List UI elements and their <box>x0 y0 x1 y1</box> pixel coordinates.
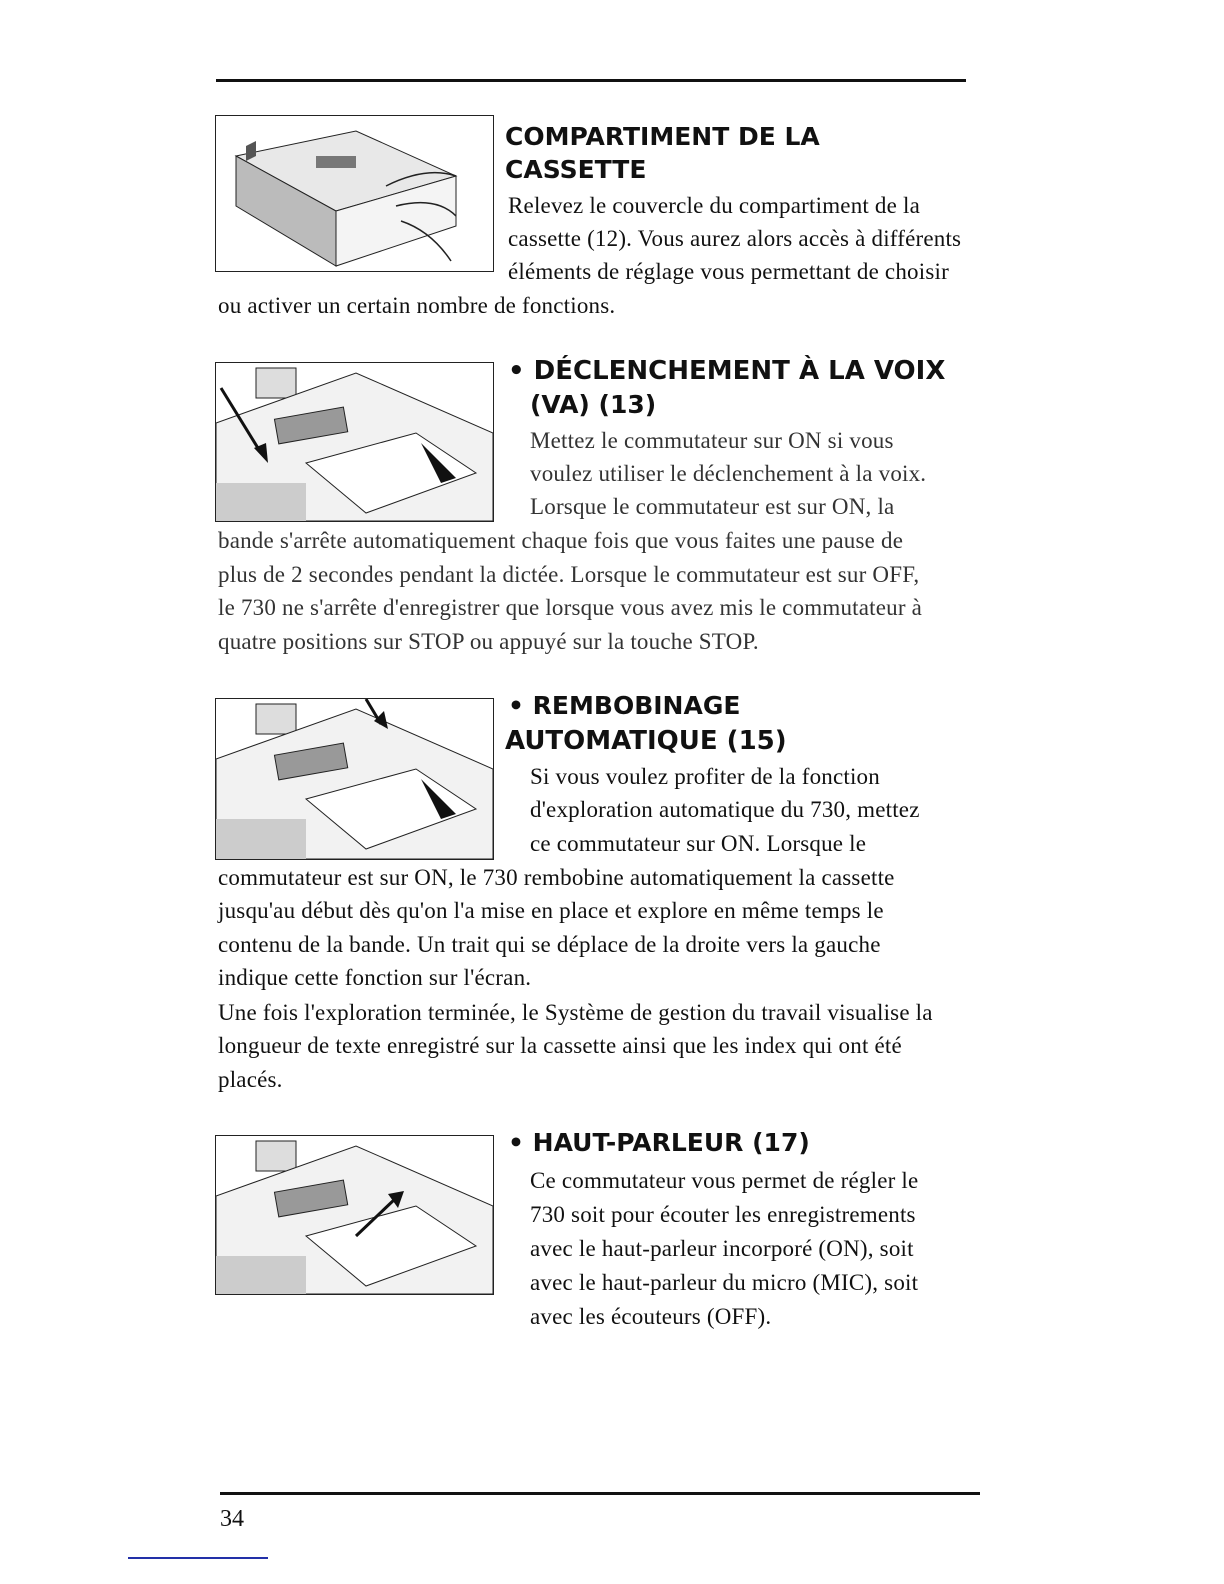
text-line: plus de 2 secondes pendant la dictée. Lorsque le commutateur est sur OFF, <box>218 562 920 587</box>
text-line: avec le haut-parleur du micro (MIC), soit <box>530 1270 919 1295</box>
text-line: Ce commutateur vous permet de régler le <box>530 1168 919 1193</box>
bottom-rule <box>220 1492 980 1495</box>
text-line: commutateur est sur ON, le 730 rembobine automatiquement la cassette <box>218 865 895 890</box>
figure-speaker-switch <box>215 1135 494 1295</box>
page-number: 34 <box>220 1506 244 1532</box>
text-line: avec le haut-parleur incorporé (ON), soit <box>530 1236 914 1261</box>
text-line: Mettez le commutateur sur ON si vous <box>530 428 894 453</box>
text-line: quatre positions sur STOP ou appuyé sur la touche STOP. <box>218 629 759 654</box>
figure-auto-rewind-switch <box>215 698 494 860</box>
heading-line: • HAUT-PARLEUR (17) <box>508 1128 810 1157</box>
text-line: Si vous voulez profiter de la fonction <box>530 764 880 789</box>
text-line: Lorsque le commutateur est sur ON, la <box>530 494 895 519</box>
text-line: 730 soit pour écouter les enregistrements <box>530 1202 916 1227</box>
text-line: ou activer un certain nombre de fonctions. <box>218 293 616 318</box>
text-line: bande s'arrête automatiquement chaque fois que vous faites une pause de <box>218 528 904 553</box>
figure-voice-activation-switch <box>215 362 494 522</box>
text-line: Une fois l'exploration terminée, le Système de gestion du travail visualise la <box>218 1000 933 1025</box>
heading-line: COMPARTIMENT DE LA <box>505 122 820 151</box>
heading-line: AUTOMATIQUE (15) <box>505 726 787 756</box>
text-line: cassette (12). Vous aurez alors accès à différents <box>508 226 962 251</box>
heading-line: CASSETTE <box>505 155 647 184</box>
text-line: contenu de la bande. Un trait qui se déplace de la droite vers la gauche <box>218 932 881 957</box>
heading-line: • DÉCLENCHEMENT À LA VOIX <box>508 356 946 386</box>
text-line: voulez utiliser le déclenchement à la voix. <box>530 461 927 486</box>
top-rule <box>216 79 966 82</box>
heading-line: (VA) (13) <box>530 390 657 419</box>
text-line: placés. <box>218 1067 283 1092</box>
text-line: Relevez le couvercle du compartiment de la <box>508 193 920 218</box>
text-line: indique cette fonction sur l'écran. <box>218 965 532 990</box>
footer-link-line <box>128 1557 268 1559</box>
heading-line: • REMBOBINAGE <box>508 691 741 720</box>
text-line: avec les écouteurs (OFF). <box>530 1304 772 1329</box>
text-line: ce commutateur sur ON. Lorsque le <box>530 831 867 856</box>
figure-cassette-compartment <box>215 115 494 272</box>
text-line: d'exploration automatique du 730, mettez <box>530 797 920 822</box>
text-line: le 730 ne s'arrête d'enregistrer que lorsque vous avez mis le commutateur à <box>218 595 923 620</box>
text-line: jusqu'au début dès qu'on l'a mise en place et explore en même temps le <box>218 898 884 923</box>
text-line: éléments de réglage vous permettant de choisir <box>508 259 949 284</box>
text-line: longueur de texte enregistré sur la cassette ainsi que les index qui ont été <box>218 1033 902 1058</box>
